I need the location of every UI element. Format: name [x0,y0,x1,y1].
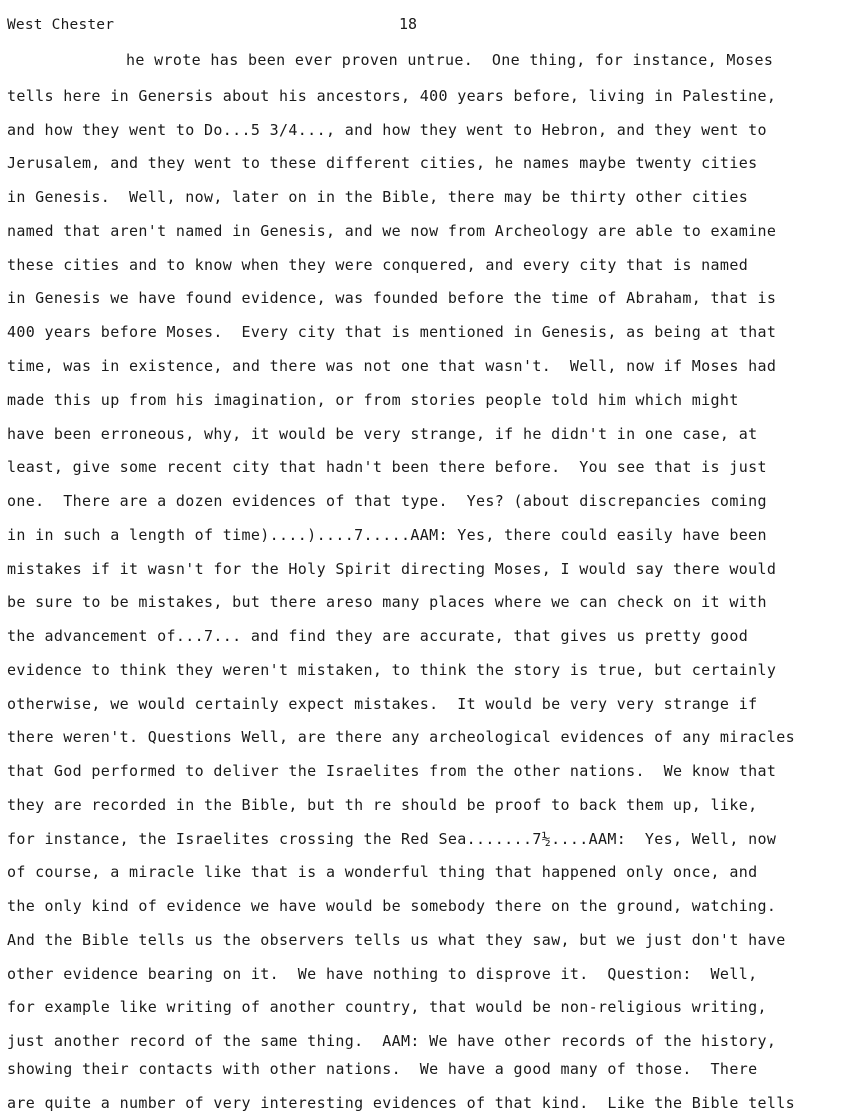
text-line: named that aren't named in Genesis, and we now from Archeology are able to examine [7,222,777,240]
text-line: and how they went to Do...5 3/4..., and how they went to Hebron, and they went to [7,121,767,139]
text-line: he wrote has been ever proven untrue. One thing, for instance, Moses [126,51,774,69]
page-number: 18 [399,15,418,33]
text-line: are quite a number of very interesting evidences of that kind. Like the Bible tells [7,1094,795,1112]
text-line: have been erroneous, why, it would be very strange, if he didn't in one case, at [7,425,758,443]
text-line: of course, a miracle like that is a wonderful thing that happened only once, and [7,863,758,881]
text-line: for instance, the Israelites crossing the Red Sea.......7½....AAM: Yes, Well, now [7,830,777,848]
text-line: that God performed to deliver the Israelites from the other nations. We know that [7,762,777,780]
text-line: these cities and to know when they were conquered, and every city that is named [7,256,749,274]
text-line: in in such a length of time)....)....7.....AAM: Yes, there could easily have been [7,526,767,544]
text-line: the advancement of...7... and find they are accurate, that gives us pretty good [7,627,749,645]
text-line: least, give some recent city that hadn't been there before. You see that is just [7,458,767,476]
text-line: showing their contacts with other nations. We have a good many of those. There [7,1060,758,1078]
text-line: tells here in Genersis about his ancestors, 400 years before, living in Palestine, [7,87,777,105]
text-line: otherwise, we would certainly expect mistakes. It would be very very strange if [7,695,758,713]
text-line: in Genesis. Well, now, later on in the Bible, there may be thirty other cities [7,188,749,206]
text-line: time, was in existence, and there was not one that wasn't. Well, now if Moses had [7,357,777,375]
text-line: there weren't. Questions Well, are there any archeological evidences of any miracles [7,728,795,746]
text-line: just another record of the same thing. AAM: We have other records of the history, [7,1032,777,1050]
text-line: be sure to be mistakes, but there areso many places where we can check on it with [7,593,767,611]
text-line: made this up from his imagination, or from stories people told him which might [7,391,739,409]
text-line: And the Bible tells us the observers tells us what they saw, but we just don't have [7,931,786,949]
text-line: other evidence bearing on it. We have nothing to disprove it. Question: Well, [7,965,758,983]
text-line: in Genesis we have found evidence, was founded before the time of Abraham, that is [7,289,777,307]
header-location: West Chester [7,17,115,33]
text-line: for example like writing of another country, that would be non-religious writing, [7,998,767,1016]
text-line: evidence to think they weren't mistaken, to think the story is true, but certainly [7,661,777,679]
text-line: the only kind of evidence we have would be somebody there on the ground, watching. [7,897,777,915]
text-line: mistakes if it wasn't for the Holy Spirit directing Moses, I would say there would [7,560,777,578]
text-line: they are recorded in the Bible, but th re should be proof to back them up, like, [7,796,758,814]
text-line: Jerusalem, and they went to these different cities, he names maybe twenty cities [7,154,758,172]
text-line: one. There are a dozen evidences of that type. Yes? (about discrepancies coming [7,492,767,510]
text-line: 400 years before Moses. Every city that is mentioned in Genesis, as being at that [7,323,777,341]
